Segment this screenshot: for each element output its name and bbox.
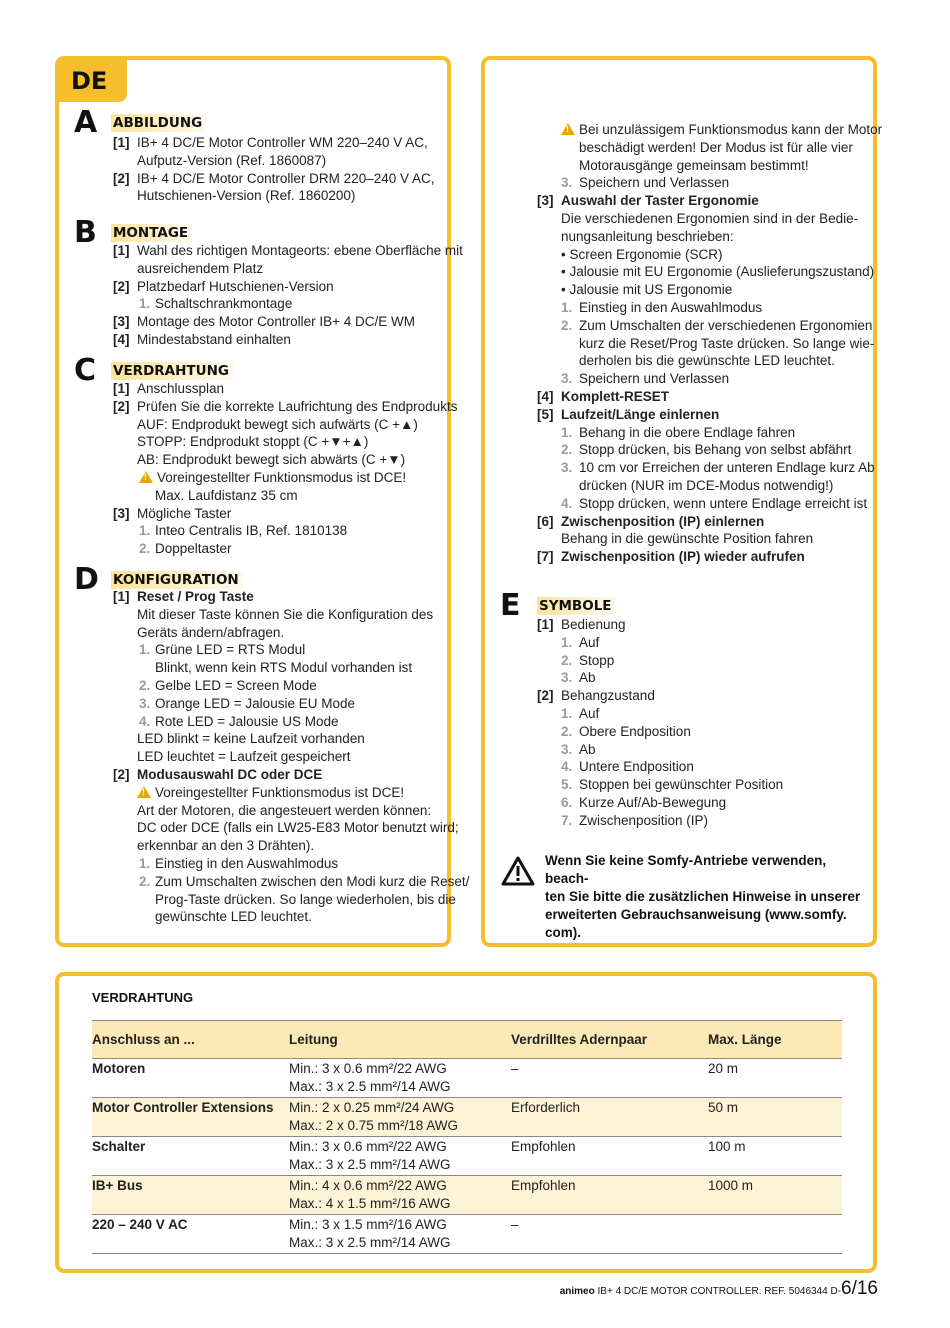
item-text: Laufzeit/Länge einlernen [561, 406, 720, 422]
step-number: 3. [561, 175, 573, 191]
paragraph-text: LED blinkt = keine Laufzeit vorhanden [137, 731, 365, 747]
item-text: IB+ 4 DC/E Motor Controller WM 220–240 V AC, [137, 135, 428, 150]
step-number: 1. [139, 855, 151, 871]
brand-name: animeo [559, 1286, 595, 1297]
cell-name: IB+ Bus [92, 1176, 289, 1215]
step-number: 2. [139, 677, 151, 693]
column-header: Verdrilltes Adernpaar [511, 1021, 708, 1059]
notice-line: com). [545, 925, 582, 940]
step-number: 1. [139, 642, 151, 658]
item-label: [5] [537, 406, 554, 422]
step-number: 3. [561, 460, 573, 476]
step-text: Obere Endposition [579, 723, 691, 739]
paragraph-text: Art der Motoren, die angesteuert werden können: [137, 802, 432, 818]
warning-text: Voreingestellter Funktionsmodus ist DCE! [157, 469, 407, 485]
step-number: 2. [561, 317, 573, 333]
item-text: Komplett-RESET [561, 388, 669, 404]
step-text: drücken (NUR im DCE-Modus notwendig!) [579, 477, 834, 493]
bullet-item: • Jalousie mit US Ergonomie [561, 282, 733, 298]
step-text: Stopp drücken, wenn untere Endlage erreicht ist [579, 495, 868, 511]
item-text: Aufputz-Version (Ref. 1860087) [137, 152, 327, 168]
direction-stop: STOPP: Endprodukt stoppt (C +▼+▲) [137, 434, 369, 450]
step-text: Zum Umschalten zwischen den Modi kurz die Reset/ [155, 873, 470, 889]
item-text: Modusauswahl DC oder DCE [137, 766, 323, 782]
step-number: 1. [561, 705, 573, 721]
paragraph-text: erkennbar an den 3 Drähten). [137, 838, 315, 854]
cell-pair: Empfohlen [511, 1137, 708, 1176]
cell-length [708, 1215, 842, 1254]
cell-length: 50 m [708, 1098, 842, 1137]
item-text: IB+ 4 DC/E Motor Controller DRM 220–240 V AC, [137, 170, 435, 186]
cell-name: 220 – 240 V AC [92, 1215, 289, 1254]
cable-max: Max.: 3 x 2.5 mm²/14 AWG [289, 1235, 451, 1250]
cell-pair: – [511, 1215, 708, 1254]
section-letter: E [500, 588, 521, 623]
item-label: [7] [537, 549, 554, 565]
step-text: Orange LED = Jalousie EU Mode [155, 695, 355, 711]
step-number: 1. [561, 299, 573, 315]
item-label: [2] [113, 278, 130, 294]
table-row [92, 1215, 842, 1254]
paragraph-text: Behang in die gewünschte Position fahren [561, 531, 814, 547]
section-letter: D [74, 562, 99, 597]
list-item [59, 170, 447, 188]
section-letter: B [74, 215, 97, 250]
cell-cable [289, 1176, 511, 1215]
step-number: 4. [561, 759, 573, 775]
step-text: Stopp [579, 652, 615, 668]
step-text: Prog-Taste drücken. So lange wiederholen, bis die [155, 891, 456, 907]
item-text: ausreichendem Platz [137, 260, 264, 276]
table-row [92, 1176, 842, 1215]
step-number: 5. [561, 777, 573, 793]
step-text: Einstieg in den Auswahlmodus [579, 299, 763, 315]
wiring-table [92, 1020, 842, 1254]
step-number: 3. [561, 741, 573, 757]
item-label: [1] [113, 135, 130, 150]
step-text: Auf [579, 705, 600, 721]
cell-cable [289, 1059, 511, 1098]
column-header: Max. Länge [708, 1021, 842, 1059]
paragraph-text: nungsanleitung beschrieben: [561, 228, 734, 244]
page-number: 6/16 [841, 1278, 878, 1299]
table-row [92, 1059, 842, 1098]
cell-length: 1000 m [708, 1176, 842, 1215]
table-row [92, 1098, 842, 1137]
direction-down: AB: Endprodukt bewegt sich abwärts (C +▼) [137, 452, 406, 468]
cable-max: Max.: 3 x 2.5 mm²/14 AWG [289, 1079, 451, 1094]
step-text: Doppeltaster [155, 541, 232, 557]
right-body-top [485, 121, 883, 566]
column-header: Leitung [289, 1021, 511, 1059]
section-b-body [59, 242, 463, 349]
bullet-item: • Screen Ergonomie (SCR) [561, 246, 723, 262]
section-b [59, 215, 447, 250]
column-header: Anschluss an ... [92, 1021, 289, 1059]
item-text: Anschlussplan [137, 381, 225, 396]
list-item-cont [59, 152, 447, 170]
step-text: Gelbe LED = Screen Mode [155, 677, 317, 693]
item-label: [1] [113, 243, 130, 258]
table-row [92, 1137, 842, 1176]
item-text: Bedienung [561, 617, 626, 632]
step-number: 1. [561, 634, 573, 650]
paragraph-text: Geräts ändern/abfragen. [137, 624, 285, 640]
item-text: Mindestabstand einhalten [137, 331, 291, 347]
step-number: 2. [139, 873, 151, 889]
cell-pair: – [511, 1059, 708, 1098]
item-label: [6] [537, 513, 554, 529]
item-label: [1] [113, 589, 130, 604]
step-text: Zum Umschalten der verschiedenen Ergonomien [579, 317, 873, 333]
cable-min: Min.: 4 x 0.6 mm²/22 AWG [289, 1178, 447, 1193]
cable-max: Max.: 4 x 1.5 mm²/16 AWG [289, 1196, 451, 1211]
paragraph-text: LED leuchtet = Laufzeit gespeichert [137, 749, 351, 765]
step-number: 2. [561, 652, 573, 668]
cable-min: Min.: 3 x 1.5 mm²/16 AWG [289, 1217, 447, 1232]
section-letter: C [74, 353, 97, 388]
page-footer [560, 1278, 878, 1300]
step-text: Stopp drücken, bis Behang von selbst abfährt [579, 442, 852, 458]
cell-name: Schalter [92, 1137, 289, 1176]
item-text: Hutschienen-Version (Ref. 1860200) [137, 188, 356, 204]
list-item-cont [59, 187, 447, 205]
cell-length: 20 m [708, 1059, 842, 1098]
warning-triangle-icon [501, 856, 535, 886]
item-label: [3] [113, 505, 130, 521]
step-number: 2. [561, 442, 573, 458]
warning-text: beschädigt werden! Der Modus ist für alle vier [579, 139, 853, 155]
item-text: Auswahl der Taster Ergonomie [561, 193, 759, 209]
warning-text: Voreingestellter Funktionsmodus ist DCE! [155, 784, 405, 800]
step-number: 1. [139, 523, 151, 539]
language-tab: DE [59, 60, 127, 102]
table-title: VERDRAHTUNG [92, 990, 194, 1005]
section-d-body [59, 588, 470, 926]
warning-text: Max. Laufdistanz 35 cm [155, 487, 298, 503]
item-label: [1] [113, 381, 130, 396]
cable-max: Max.: 3 x 2.5 mm²/14 AWG [289, 1157, 451, 1172]
item-label: [4] [113, 331, 130, 347]
cable-max: Max.: 2 x 0.75 mm²/18 AWG [289, 1118, 459, 1133]
paragraph-text: DC oder DCE (falls ein LW25-E83 Motor benutzt wird; [137, 820, 459, 836]
cell-pair: Erforderlich [511, 1098, 708, 1137]
item-label: [3] [537, 193, 554, 209]
step-text: Behang in die obere Endlage fahren [579, 424, 796, 440]
step-number: 4. [561, 495, 573, 511]
section-title: MONTAGE [111, 224, 192, 242]
step-number: 1. [139, 296, 151, 312]
item-text: Reset / Prog Taste [137, 589, 254, 604]
warning-text: Bei unzulässigem Funktionsmodus kann der Motor [579, 122, 883, 137]
bullet-item: • Jalousie mit EU Ergonomie (Auslieferungszustand) [561, 264, 875, 280]
step-text: derholen bis die gewünschte LED leuchtet. [579, 353, 835, 369]
section-a-body [59, 134, 447, 205]
step-text: Zwischenposition (IP) [579, 812, 709, 828]
section-e [485, 588, 873, 623]
step-text: Untere Endposition [579, 759, 694, 775]
section-a [59, 105, 447, 140]
item-text: Platzbedarf Hutschienen-Version [137, 278, 334, 294]
item-text: Prüfen Sie die korrekte Laufrichtung des Endprodukts [137, 398, 458, 414]
section-c [59, 353, 447, 388]
item-text: Wahl des richtigen Montageorts: ebene Oberfläche mit [137, 243, 463, 258]
step-text: Ab [579, 670, 596, 686]
step-text: Kurze Auf/Ab-Bewegung [579, 794, 727, 810]
step-number: 7. [561, 812, 573, 828]
item-text: Zwischenposition (IP) einlernen [561, 513, 765, 529]
panel-left [55, 56, 470, 947]
item-label: [4] [537, 388, 554, 404]
section-title: VERDRAHTUNG [111, 362, 233, 380]
step-number: 3. [561, 371, 573, 387]
step-text: Stoppen bei gewünschter Position [579, 777, 784, 793]
somfy-notice [545, 852, 865, 942]
step-number: 4. [139, 713, 151, 729]
footer-text: IB+ 4 DC/E MOTOR CONTROLLER. REF. 5046344 D- [594, 1286, 842, 1297]
step-text: Rote LED = Jalousie US Mode [155, 713, 339, 729]
item-label: [2] [537, 688, 554, 704]
item-text: Zwischenposition (IP) wieder aufrufen [561, 549, 805, 565]
section-title: ABBILDUNG [111, 114, 206, 132]
step-number: 3. [561, 670, 573, 686]
cable-min: Min.: 3 x 0.6 mm²/22 AWG [289, 1139, 447, 1154]
item-label: [3] [113, 314, 130, 330]
list-item [59, 134, 447, 152]
section-e-body [485, 616, 873, 830]
warning-text: Motorausgänge gemeinsam bestimmt! [579, 157, 809, 173]
cable-min: Min.: 2 x 0.25 mm²/24 AWG [289, 1100, 455, 1115]
item-text: Mögliche Taster [137, 505, 232, 521]
cell-length: 100 m [708, 1137, 842, 1176]
step-text: 10 cm vor Erreichen der unteren Endlage kurz Ab [579, 460, 875, 476]
step-text: Blinkt, wenn kein RTS Modul vorhanden ist [155, 660, 413, 676]
cell-cable [289, 1098, 511, 1137]
notice-line: ten Sie bitte die zusätzlichen Hinweise in unserer [545, 889, 861, 904]
notice-line: erweiterten Gebrauchsanweisung (www.somfy. [545, 907, 847, 922]
table-header-row [92, 1021, 842, 1059]
step-number: 2. [139, 541, 151, 557]
warning-icon [561, 123, 575, 135]
section-c-body [59, 380, 458, 558]
step-text: Grüne LED = RTS Modul [155, 642, 306, 658]
step-text: gewünschte LED leuchtet. [155, 909, 312, 925]
paragraph-text: Mit dieser Taste können Sie die Konfiguration des [137, 606, 434, 622]
step-text: kurz die Reset/Prog Taste drücken. So lange wie- [579, 335, 875, 351]
item-label: [2] [113, 170, 130, 186]
step-text: Schaltschrankmontage [155, 296, 293, 312]
item-label: [2] [113, 766, 130, 782]
notice-line: Wenn Sie keine Somfy-Antriebe verwenden, beach- [545, 853, 827, 886]
step-number: 2. [561, 723, 573, 739]
step-text: Ab [579, 741, 596, 757]
warning-icon [137, 786, 151, 798]
paragraph-text: Die verschiedenen Ergonomien sind in der Bedie- [561, 210, 859, 226]
step-text: Auf [579, 634, 600, 650]
step-number: 1. [561, 424, 573, 440]
item-label: [2] [113, 398, 130, 414]
section-title: SYMBOLE [537, 597, 616, 615]
step-text: Einstieg in den Auswahlmodus [155, 855, 339, 871]
cell-pair: Empfohlen [511, 1176, 708, 1215]
cell-cable [289, 1137, 511, 1176]
panel-right [481, 56, 883, 947]
warning-icon [139, 471, 153, 483]
section-title: KONFIGURATION [111, 571, 243, 589]
item-label: [1] [537, 617, 554, 632]
item-text: Behangzustand [561, 688, 655, 704]
step-text: Speichern und Verlassen [579, 175, 730, 191]
step-number: 6. [561, 794, 573, 810]
cell-name: Motor Controller Extensions [92, 1098, 289, 1137]
item-text: Montage des Motor Controller IB+ 4 DC/E WM [137, 314, 415, 330]
cell-cable [289, 1215, 511, 1254]
step-text: Speichern und Verlassen [579, 371, 730, 387]
cable-min: Min.: 3 x 0.6 mm²/22 AWG [289, 1061, 447, 1076]
step-number: 3. [139, 695, 151, 711]
panel-wiring-table [55, 972, 877, 1273]
direction-up: AUF: Endprodukt bewegt sich aufwärts (C +▲) [137, 416, 418, 432]
cell-name: Motoren [92, 1059, 289, 1098]
section-letter: A [74, 105, 98, 140]
step-text: Inteo Centralis IB, Ref. 1810138 [155, 523, 348, 539]
